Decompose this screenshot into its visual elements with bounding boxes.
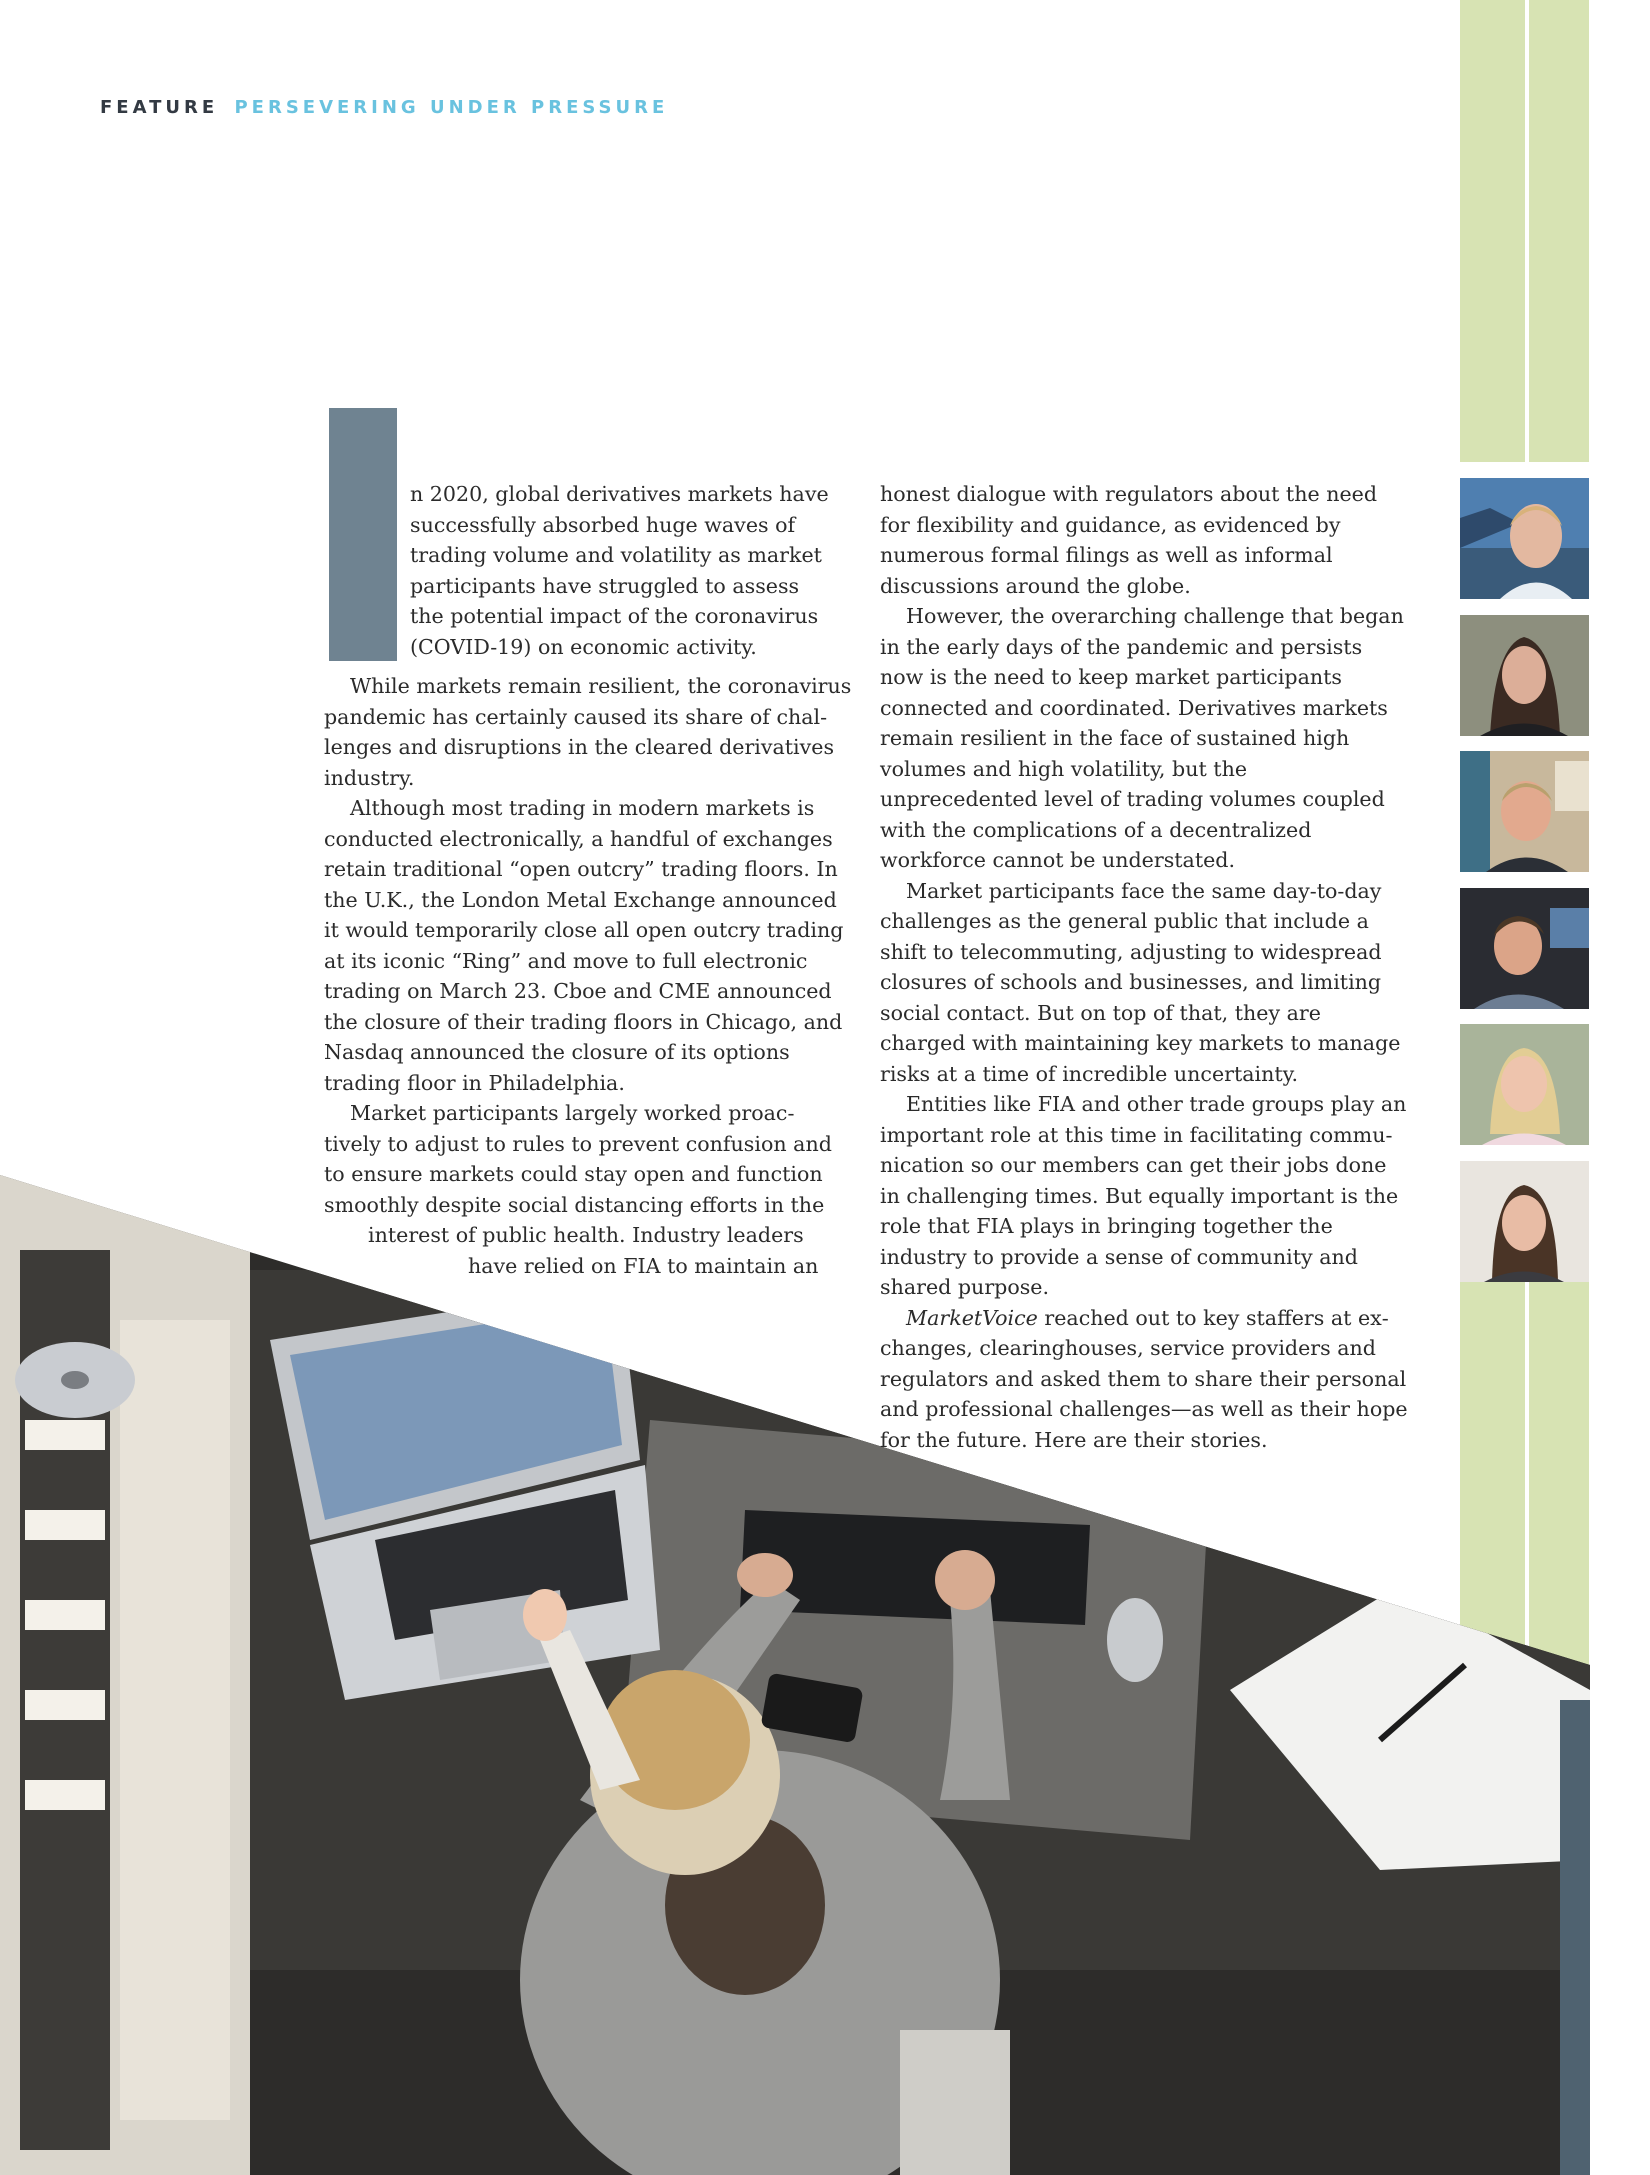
article-column-1 — [324, 671, 852, 1281]
article-column-2 — [880, 479, 1408, 1455]
intro-line: successfully absorbed huge waves of — [410, 512, 796, 537]
publication-name: MarketVoice — [906, 1305, 1038, 1330]
intro-line: the potential impact of the coronavirus — [410, 604, 819, 628]
body-line: tively to adjust to rules to prevent confusion and — [324, 1131, 832, 1156]
intro-line: n 2020, global derivatives markets have — [410, 482, 829, 506]
article-intro — [410, 479, 850, 662]
body-line: Market participants largely worked proac- — [350, 1101, 795, 1125]
section-label: FEATURE — [100, 97, 219, 118]
body-line: smoothly despite social distancing efforts in the — [324, 1192, 825, 1217]
body-paragraph: Entities like FIA and other trade groups play an important role at this time in facilitating communication so our members can get their jobs done in challenging times. But equally important is the role that FIA plays in bringing together the industry to provide a sense of community and shared purpose. — [880, 1092, 1407, 1299]
closing-paragraph — [880, 1303, 1408, 1456]
body-paragraph: Market participants face the same day-to-day challenges as the general public that include a shift to telecommuting, adjusting to widespread closures of schools and businesses, and limiting social contact. But on top of that, they are charged with maintaining key markets to manage risks at a time of incredible uncertainty. — [880, 878, 1401, 1086]
body-paragraph: honest dialogue with regulators about the need for flexibility and guidance, as evidenced by numerous formal filings as well as informal discussions around the globe. — [880, 482, 1378, 598]
intro-line: participants have struggled to assess — [410, 573, 800, 598]
drop-cap — [329, 408, 397, 661]
body-line: to ensure markets could stay open and function — [324, 1162, 823, 1186]
body-paragraph: However, the overarching challenge that began in the early days of the pandemic and persists now is the need to keep market participants connected and coordinated. Derivatives markets remain resilient in the face of sustained high volumes and high volatility, but the unprecedented level of trading volumes coupled with the complications of a decentralized workforce cannot be understated. — [880, 604, 1404, 872]
body-line: interest of public health. Industry leaders — [368, 1223, 804, 1247]
body-paragraph: While markets remain resilient, the coronavirus pandemic has certainly caused its share of challenges and disruptions in the cleared derivatives industry. — [324, 674, 852, 790]
intro-line: trading volume and volatility as market — [410, 543, 822, 567]
body-line: have relied on FIA to maintain an — [468, 1253, 819, 1278]
closing-text: reached out to key staffers at exchanges, clearinghouses, service providers and regulators and asked them to share their personal and professional challenges—as well as their hope for the future. Here are their stories. — [880, 1305, 1408, 1452]
body-paragraph: Although most trading in modern markets is conducted electronically, a handful of exchanges retain traditional “open outcry” trading floors. In the U.K., the London Metal Exchange announced it would temporarily close all open outcry trading at its iconic “Ring” and move to full electronic trading on March 23. Cboe and CME announced the closure of their trading floors in Chicago, and Nasdaq announced the closure of its options trading floor in Philadelphia. — [324, 796, 844, 1095]
section-title: PERSEVERING UNDER PRESSURE — [234, 97, 669, 118]
intro-line: (COVID-19) on economic activity. — [410, 634, 757, 659]
